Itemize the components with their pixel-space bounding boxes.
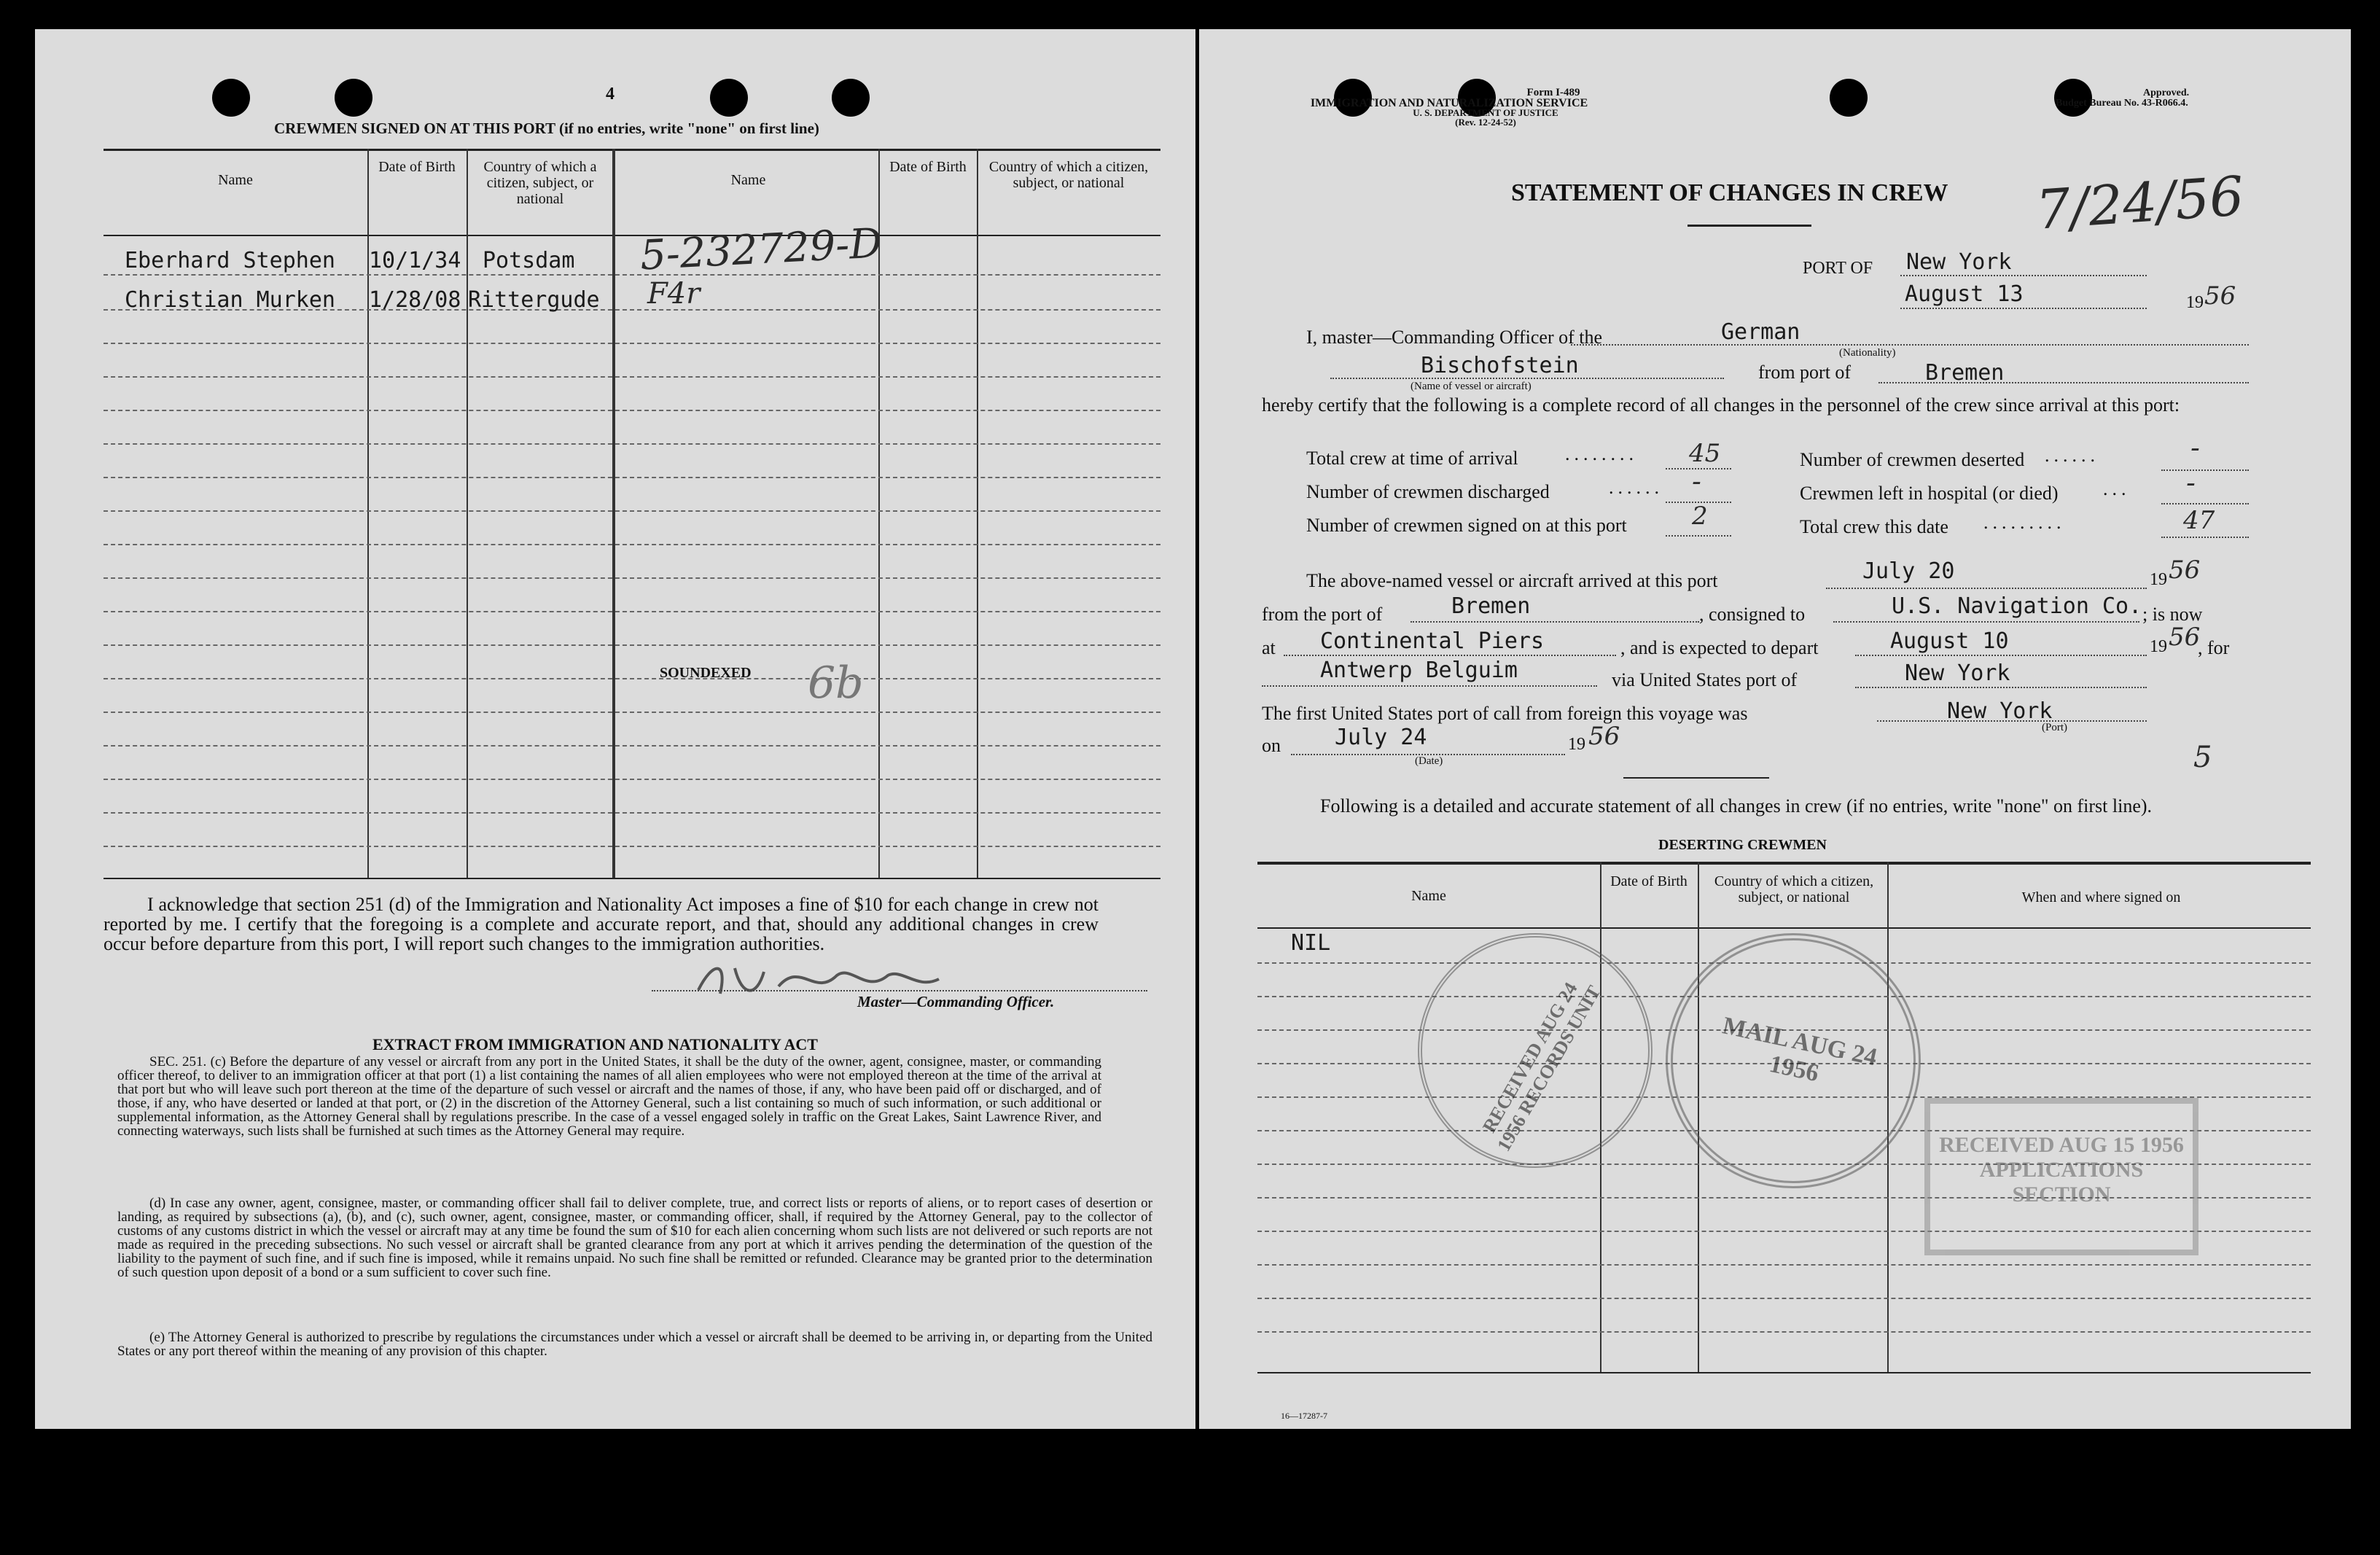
deserting-col-signed-on: When and where signed on — [2021, 889, 2181, 905]
stat-label-arrival: Total crew at time of arrival — [1306, 448, 1518, 469]
first-port-line — [1877, 720, 2147, 722]
via-port-value: New York — [1905, 660, 2010, 686]
nationality-line — [1571, 344, 2249, 346]
from-the-port-line — [1411, 621, 1699, 623]
nationality-value: German — [1721, 319, 1800, 345]
arrived-line — [1826, 588, 2147, 589]
signature-line — [652, 990, 1147, 991]
at-location-line — [1284, 655, 1616, 656]
punch-hole — [710, 79, 748, 117]
at-label: at — [1262, 637, 1276, 658]
via-label: via United States port of — [1612, 669, 1798, 690]
stat-label-signed-on: Number of crewmen signed on at this port — [1306, 515, 1627, 536]
agency-name: IMMIGRATION AND NATURALIZATION SERVICE — [1310, 97, 1588, 109]
via-port-line — [1855, 687, 2147, 688]
row-rule — [104, 410, 1160, 411]
row-rule — [104, 274, 1160, 276]
depart-date-line — [1855, 655, 2147, 656]
first-year: 56 — [1588, 722, 1620, 751]
at-location-value: Continental Piers — [1320, 628, 1545, 654]
deserting-first-entry: NIL — [1291, 930, 1331, 956]
col-header-dob-2: Date of Birth — [889, 159, 967, 175]
depart-year-prefix: 19 — [2150, 637, 2167, 656]
signature-label: Master—Commanding Officer. — [857, 993, 1055, 1010]
following-text: Following is a detailed and accurate statement of all changes in crew (if no entries, write "none" on first line). — [1320, 795, 2153, 817]
vessel-value: Bischofstein — [1421, 353, 1579, 378]
first-year-prefix: 19 — [1568, 735, 1585, 754]
row-rule — [104, 343, 1160, 344]
stat-value-discharged: - — [1692, 465, 1701, 497]
page-number: 4 — [606, 85, 614, 104]
row-rule — [104, 611, 1160, 612]
dot-leader: ...... — [1609, 477, 1663, 498]
stat-label-total-date: Total crew this date — [1800, 516, 1948, 537]
footer-code: 16—17287-7 — [1281, 1411, 1327, 1421]
dot-leader: ........ — [1565, 443, 1638, 464]
row-rule — [104, 510, 1160, 512]
table-header-rule — [104, 235, 1160, 236]
stat-line — [1666, 502, 1731, 503]
row-rule — [104, 577, 1160, 579]
master-label: I, master—Commanding Officer of the — [1306, 327, 1603, 348]
nationality-caption: (Nationality) — [1839, 347, 1896, 359]
col-header-dob: Date of Birth — [378, 159, 456, 175]
consigned-value: U.S. Navigation Co. — [1892, 593, 2142, 619]
deserting-col-name: Name — [1411, 888, 1446, 904]
col-header-name: Name — [218, 172, 253, 188]
records-unit-stamp: RECEIVED AUG 24 1956 RECORDS UNIT — [1418, 933, 1653, 1168]
stat-value-total-date: 47 — [2183, 506, 2215, 535]
extract-title: EXTRACT FROM IMMIGRATION AND NATIONALITY ACT — [372, 1035, 818, 1053]
from-the-port-value: Bremen — [1451, 593, 1531, 619]
on-label: on — [1262, 735, 1281, 756]
arrived-year-prefix: 19 — [2150, 570, 2167, 589]
mail-stamp: MAIL AUG 24 1956 — [1666, 933, 1921, 1188]
stat-value-hospital: - — [2186, 467, 2196, 499]
crew-country-cell: Potsdam — [483, 248, 575, 273]
deserting-table-bottom — [1257, 1372, 2311, 1373]
row-rule — [104, 812, 1160, 814]
stat-value-signed-on: 2 — [1692, 502, 1708, 531]
row-rule — [104, 443, 1160, 445]
stat-line — [2161, 503, 2249, 504]
port-label: PORT OF — [1803, 259, 1873, 278]
section-title: CREWMEN SIGNED ON AT THIS PORT (if no entries, write "none" on first line) — [274, 120, 819, 137]
deserting-table-top — [1257, 862, 2311, 865]
extract-section-e: (e) The Attorney General is authorized to prescribe by regulations the circumstances under which a vessel or aircraft shall be deemed to be arriving in, or departing from the United States or any port thereof within the meaning of any provision of this chapter. — [117, 1330, 1152, 1359]
is-now-label: ; is now — [2142, 604, 2203, 625]
port-line — [1900, 275, 2147, 276]
punch-hole — [832, 79, 870, 117]
stat-line — [1666, 468, 1731, 469]
title-rule — [1688, 225, 1811, 227]
punch-hole — [1830, 79, 1868, 117]
crew-country-cell: Rittergude — [468, 287, 600, 313]
column-divider — [467, 149, 468, 878]
date-value: August 13 — [1905, 281, 2024, 307]
port-value: New York — [1906, 249, 2012, 275]
destination-line — [1262, 685, 1597, 687]
deserting-title: DESERTING CREWMEN — [1658, 837, 1827, 853]
first-port-value: New York — [1947, 698, 2053, 724]
left-page — [35, 29, 1195, 1429]
dot-leader: ...... — [2045, 445, 2099, 466]
received-applications-stamp: RECEIVED AUG 15 1956 APPLICATIONS SECTION — [1924, 1098, 2198, 1255]
first-port-label: The first United States port of call from foreign this voyage was — [1262, 703, 1748, 724]
row-rule — [1257, 1264, 2311, 1266]
depart-date-value: August 10 — [1890, 628, 2009, 654]
arrived-year: 56 — [2169, 556, 2201, 585]
for-label: , for — [2198, 637, 2230, 658]
consigned-label: , consigned to — [1699, 604, 1806, 625]
row-rule — [104, 846, 1160, 847]
stat-value-deserted: - — [2190, 432, 2200, 464]
right-page — [1199, 29, 2351, 1429]
row-rule — [104, 779, 1160, 780]
arrived-date: July 20 — [1862, 558, 1955, 584]
budget-approved: Approved. — [2143, 87, 2190, 98]
row-rule — [104, 477, 1160, 478]
deserting-col-dob: Date of Birth — [1610, 873, 1688, 889]
row-rule — [104, 678, 1160, 679]
section-divider — [1623, 777, 1769, 779]
stat-line — [2161, 469, 2249, 471]
crew-dob-cell: 1/28/08 — [369, 287, 461, 313]
deserting-col-country: Country of which a citizen, subject, or national — [1714, 873, 1874, 905]
extract-section-d: (d) In case any owner, agent, consignee, master, or commanding officer shall fail to deliver complete, true, and correct lists or reports of aliens, or to report cases of desertion or landing, as required by subsections (a), (b), and (c), such owner, agent, consignee, master, or commanding officer, shall, if required by the Attorney General, pay to the collector of customs of any customs district in which the vessel or aircraft may at any time be found the sum of $10 for each alien concerning whom such lists are not delivered or such reports are not made as required in the preceding subsections. No such vessel or aircraft shall be granted clearance from any port at which it arrives pending the determination of the question of the liability to the payment of such fine, and if such fine is imposed, while it remains unpaid. No such fine shall be remitted or refunded. Clearance may be granted prior to the determination of such question upon deposit of a bond or a sum sufficient to cover such fine. — [117, 1196, 1152, 1280]
col-header-country: Country of which a citizen, subject, or national — [483, 159, 597, 207]
stat-label-hospital: Crewmen left in hospital (or died) — [1800, 483, 2059, 504]
row-rule — [104, 745, 1160, 747]
port-caption: (Port) — [2042, 722, 2067, 733]
acknowledgement-text: I acknowledge that section 251 (d) of the Immigration and Nationality Act imposes a fine of $10 for each change in crew not reported by me. I certify that the foregoing is a complete and accurate report, and that, should any additional changes in crew occur before departure from this port, I will report such changes to the immigration authorities. — [104, 894, 1099, 954]
expected-label: , and is expected to depart — [1620, 637, 1819, 658]
faint-handwriting: 6b — [808, 658, 864, 709]
handwritten-initials: F4r — [647, 277, 701, 311]
stat-line — [1666, 535, 1731, 537]
stat-value-arrival: 45 — [1689, 439, 1721, 468]
row-rule — [104, 376, 1160, 378]
form-revision: (Rev. 12-24-52) — [1455, 117, 1516, 128]
column-divider — [977, 149, 978, 878]
handwritten-file-number: 5-232729-D — [639, 219, 883, 280]
punch-hole — [335, 79, 372, 117]
row-rule — [1257, 1331, 2311, 1333]
date-line — [1900, 308, 2147, 309]
dot-leader: ... — [2103, 478, 2131, 499]
row-rule — [104, 644, 1160, 646]
arrived-label: The above-named vessel or aircraft arrived at this port — [1306, 570, 1718, 591]
crew-dob-cell: 10/1/34 — [369, 248, 461, 273]
deserting-header-rule — [1257, 927, 2311, 929]
department-name: U. S. DEPARTMENT OF JUSTICE — [1413, 107, 1558, 118]
punch-hole — [212, 79, 250, 117]
row-rule — [1257, 1298, 2311, 1299]
stat-label-discharged: Number of crewmen discharged — [1306, 481, 1550, 502]
budget-bureau-number: Budget Bureau No. 43-R066.4. — [2056, 98, 2188, 109]
handwritten-date: 7/24/56 — [2034, 165, 2246, 242]
handwritten-five: 5 — [2193, 741, 2212, 774]
table-top-rule — [104, 149, 1160, 151]
table-bottom-rule — [104, 878, 1160, 879]
first-date-value: July 24 — [1335, 725, 1427, 750]
stat-label-deserted: Number of crewmen deserted — [1800, 449, 2025, 470]
row-rule — [104, 544, 1160, 545]
row-rule — [104, 712, 1160, 713]
soundexed-stamp: SOUNDEXED — [660, 665, 752, 681]
column-divider — [612, 149, 615, 878]
from-the-port-label: from the port of — [1262, 604, 1383, 625]
form-title: STATEMENT OF CHANGES IN CREW — [1511, 179, 1948, 206]
extract-section-c: SEC. 251. (c) Before the departure of any vessel or aircraft from any port in the United States, it shall be the duty of the owner, agent, consignee, master, or commanding officer thereof, to deliver to an immigration officer at that port (1) a list containing the names of all alien employees who were not employed thereon at the time of the arrival at that port but who will leave such port thereon at the time of the departure of such vessel or aircraft and the names of those, if any, who have been paid off or discharged, and of those, if any, who have deserted or landed at that port, or (2) in the discretion of the Attorney General, such a list containing so much of such information, or such additional or supplemental information, as the Attorney General shall by regulations prescribe. In the case of a vessel engaged solely in traffic on the Great Lakes, Saint Lawrence River, and connecting waterways, such lists shall be furnished at such times as the Attorney General may require. — [117, 1054, 1101, 1139]
dot-leader: ......... — [1983, 512, 2066, 533]
date-caption: (Date) — [1415, 755, 1443, 767]
consigned-line — [1833, 621, 2139, 623]
from-port-line — [1878, 382, 2249, 383]
col-header-name-2: Name — [730, 172, 766, 188]
vessel-line — [1330, 378, 1724, 379]
col-header-country-2: Country of which a citizen, subject, or national — [988, 159, 1149, 191]
form-number: Form I-489 — [1526, 87, 1580, 98]
from-port-value: Bremen — [1925, 360, 2005, 386]
stat-line — [2161, 537, 2249, 538]
depart-year: 56 — [2169, 623, 2201, 652]
crew-name-cell: Eberhard Stephen — [125, 248, 335, 273]
from-port-label: from port of — [1758, 362, 1852, 383]
destination-value: Antwerp Belguim — [1320, 658, 1518, 683]
crew-name-cell: Christian Murken — [125, 287, 335, 313]
year-value: 56 — [2204, 281, 2236, 311]
year-prefix: 19 — [2186, 293, 2204, 312]
certify-text: hereby certify that the following is a complete record of all changes in the personnel of the crew since arrival at this port: — [1262, 394, 2180, 416]
vessel-caption: (Name of vessel or aircraft) — [1411, 381, 1532, 392]
